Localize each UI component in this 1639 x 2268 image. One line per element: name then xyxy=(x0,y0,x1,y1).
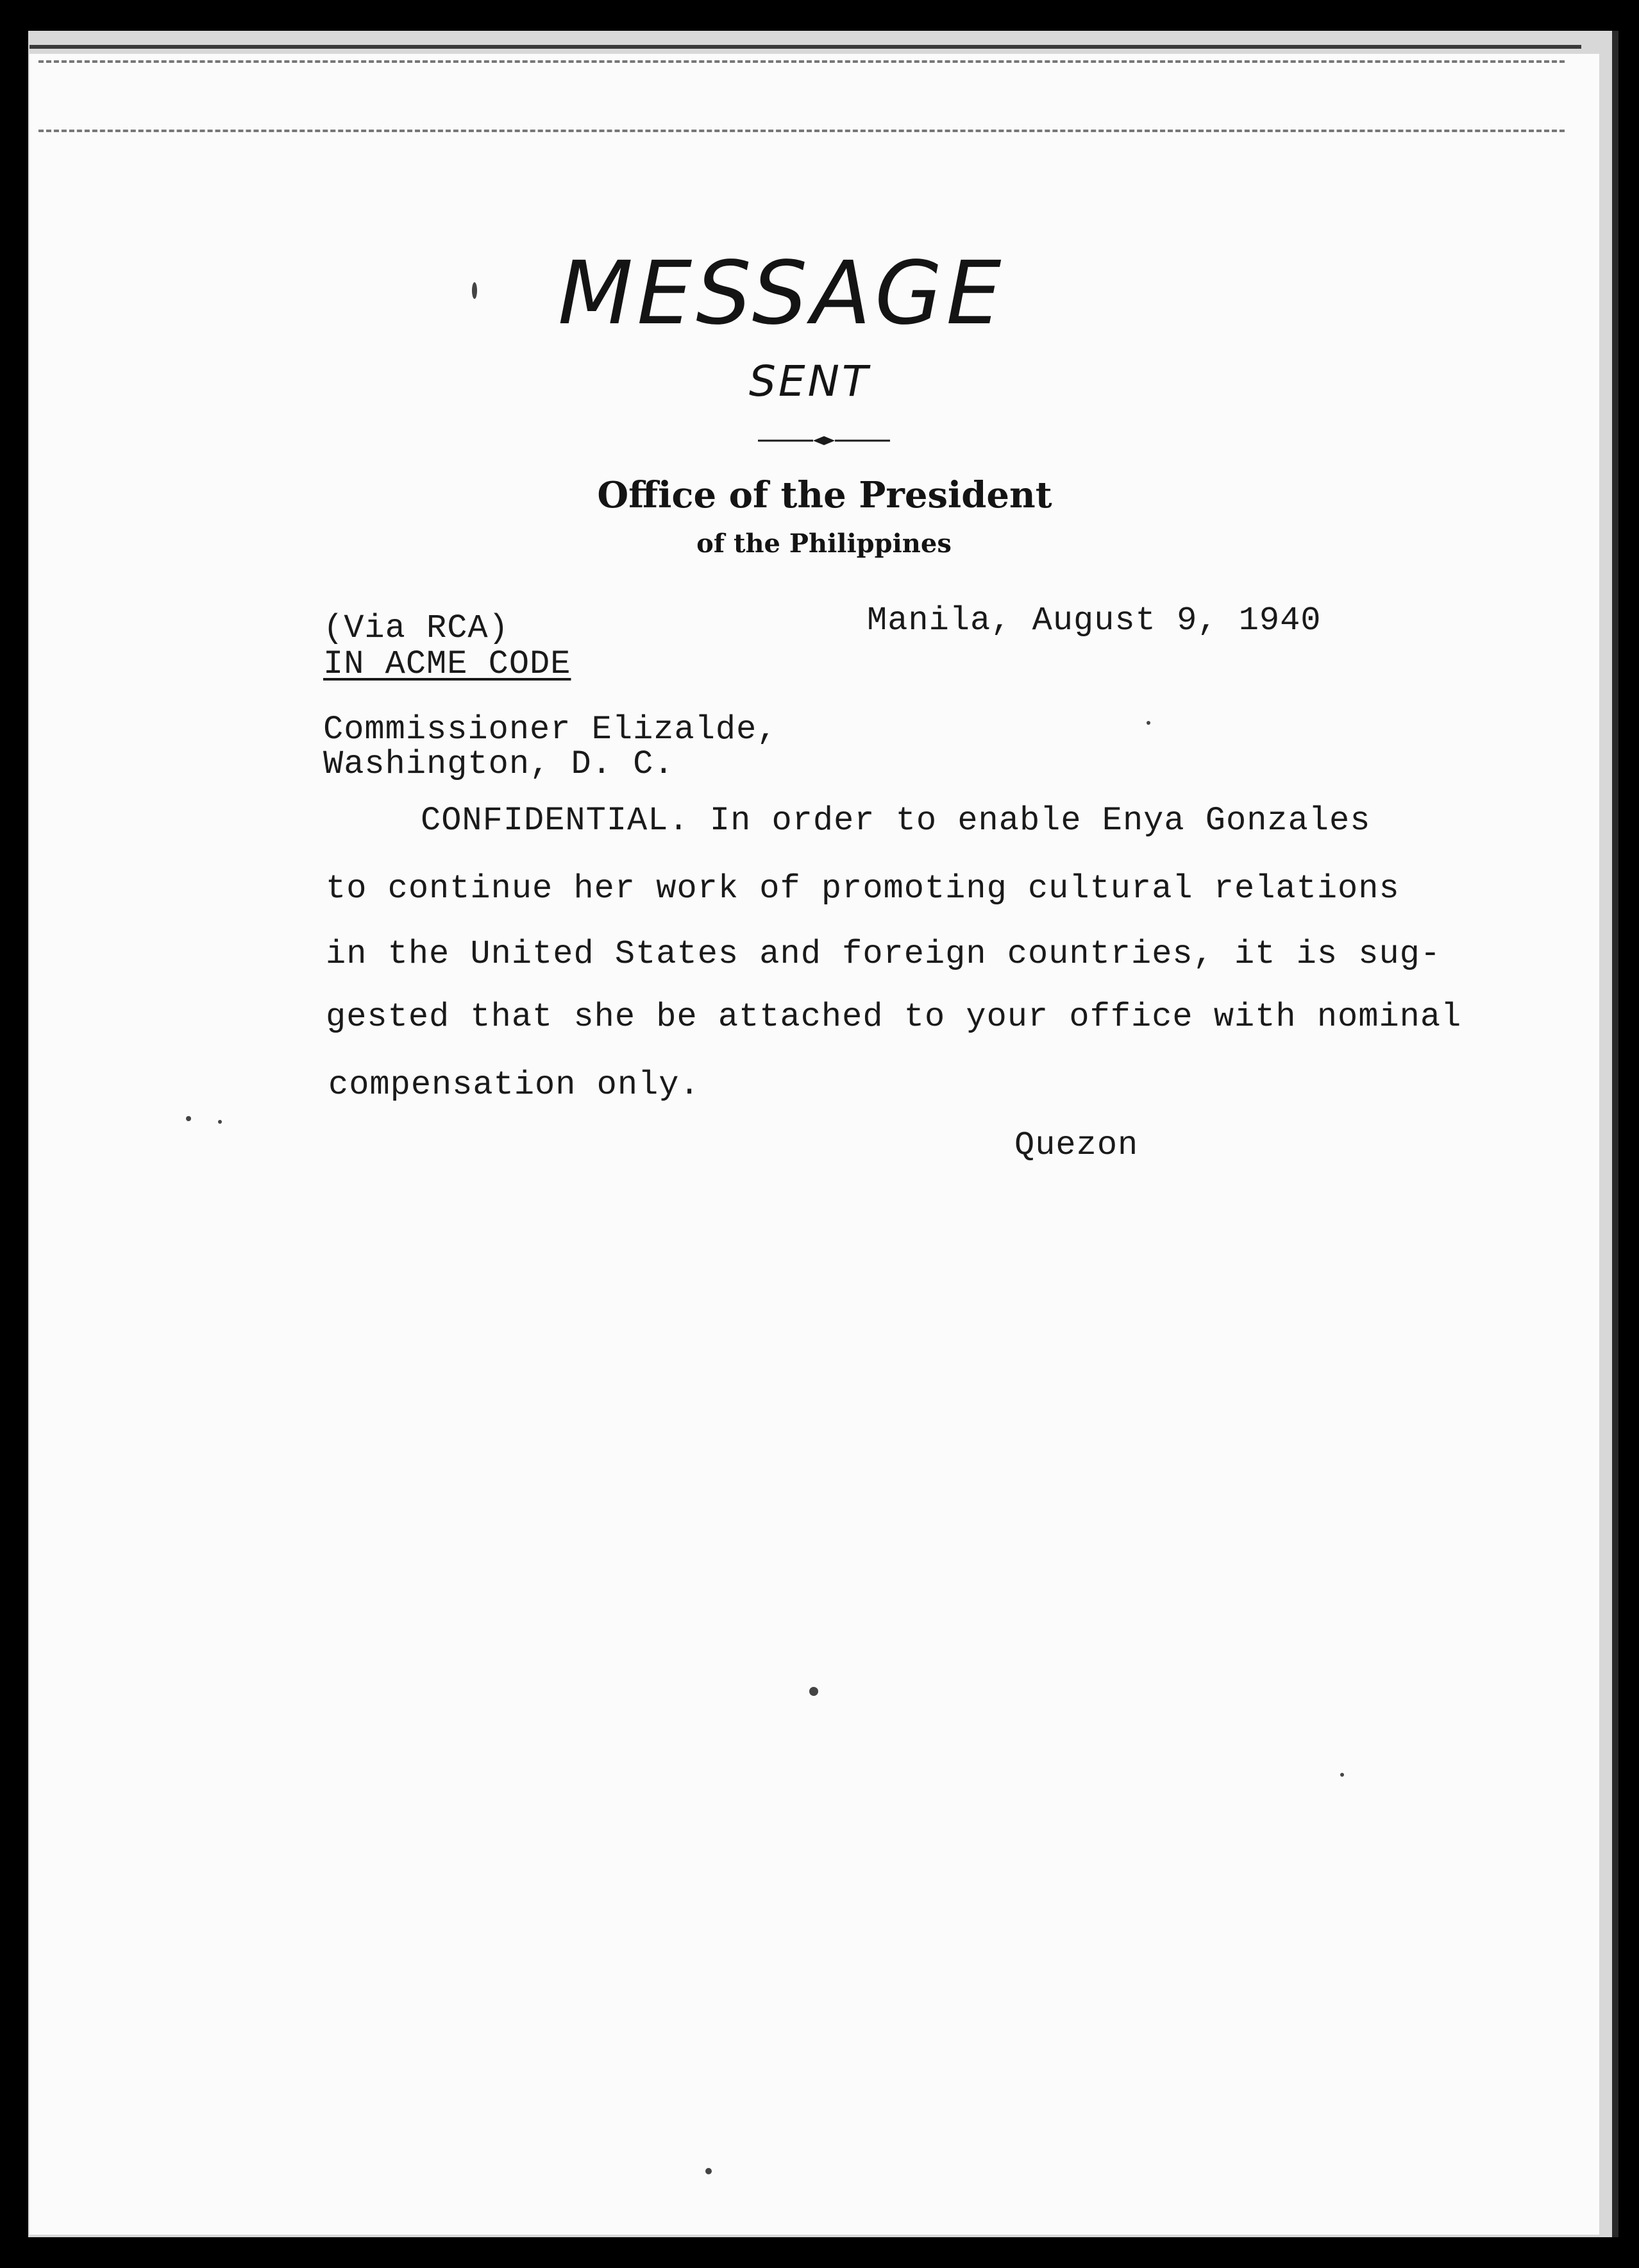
body-line: CONFIDENTIAL. In order to enable Enya Gonzales xyxy=(421,802,1371,840)
perforation-line xyxy=(38,60,1565,63)
letterhead-title: MESSAGE xyxy=(558,243,1005,344)
recipient-location: Washington, D. C. xyxy=(323,745,675,783)
sheet-edge xyxy=(29,45,1581,49)
routing-code: IN ACME CODE xyxy=(323,645,571,683)
letterhead-office: Office of the President xyxy=(597,474,1052,516)
body-line: gested that she be attached to your office with nominal xyxy=(326,998,1462,1036)
dateline: Manila, August 9, 1940 xyxy=(867,602,1322,639)
scan-speck xyxy=(186,1116,191,1121)
body-line: to continue her work of promoting cultural relations xyxy=(326,870,1400,908)
scan-speck xyxy=(472,282,477,299)
scan-speck xyxy=(705,2168,712,2174)
scan-speck xyxy=(809,1687,818,1696)
routing-via: (Via RCA) xyxy=(323,609,509,647)
body-line: compensation only. xyxy=(328,1066,700,1104)
perforation-line xyxy=(38,130,1565,132)
scan-speck xyxy=(1147,721,1150,725)
body-line: in the United States and foreign countries, it is sug- xyxy=(326,935,1441,973)
recipient-name: Commissioner Elizalde, xyxy=(323,711,778,749)
scan-speck xyxy=(1340,1773,1344,1777)
letterhead-country: of the Philippines xyxy=(696,529,952,559)
scan-speck xyxy=(218,1120,222,1124)
signature: Quezon xyxy=(1014,1126,1139,1164)
letterhead-subtitle: SENT xyxy=(749,357,871,406)
ornament-divider-icon xyxy=(757,431,891,450)
